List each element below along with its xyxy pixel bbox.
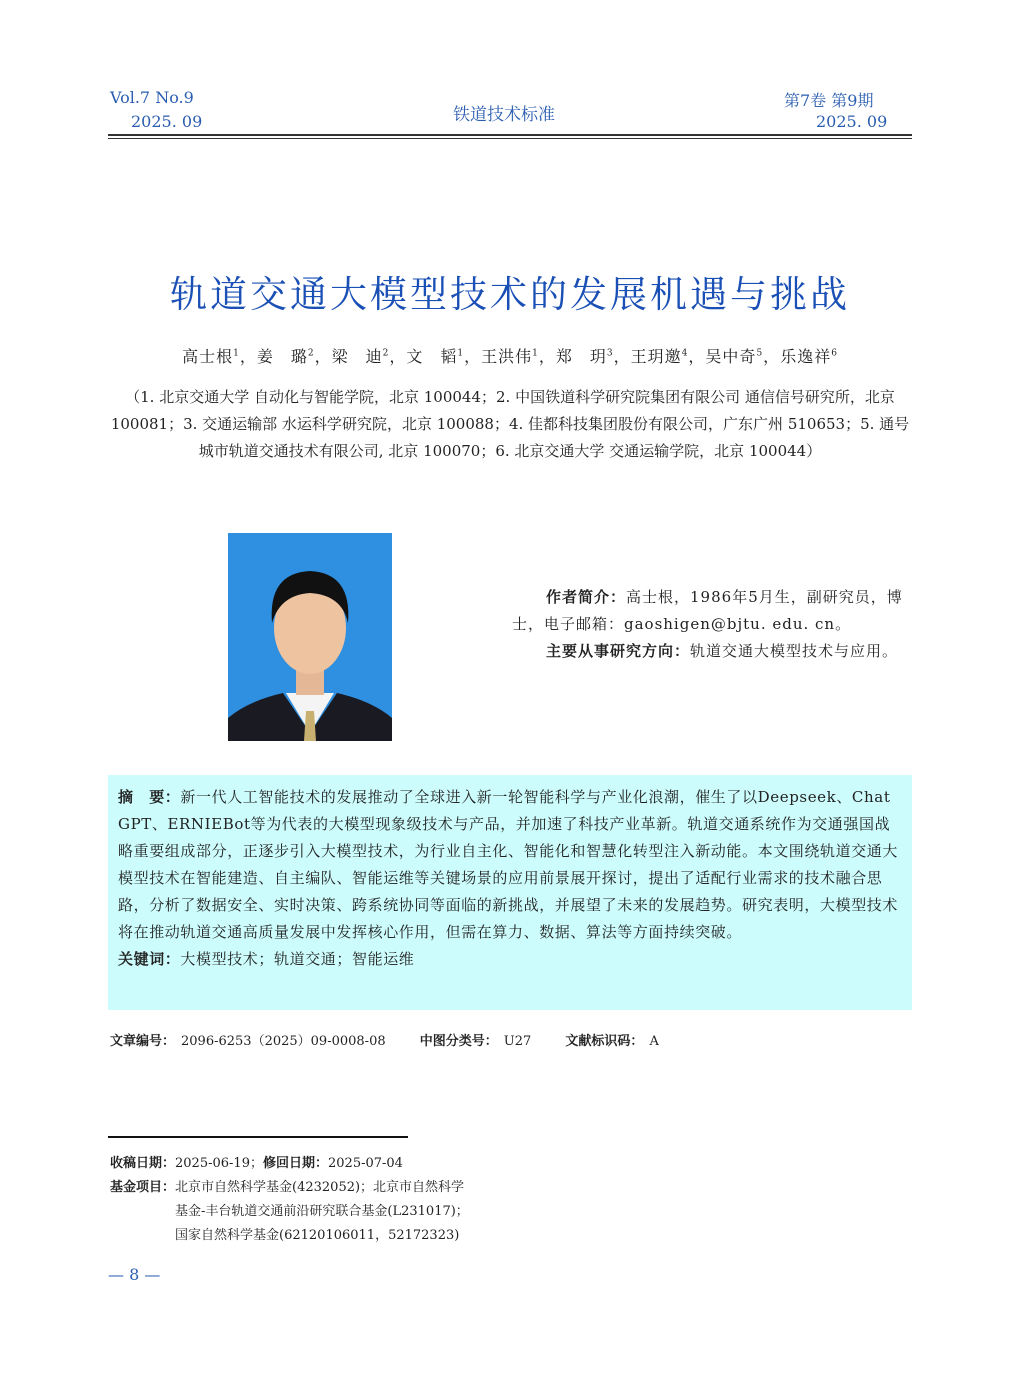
date-left: 2025. 09 [131, 112, 203, 131]
header-rule-thin [108, 138, 912, 139]
bio-text: 高士根，1986年5月生，副研究员，博士，电子邮箱：gaoshigen@bjtu. edu. cn。 [512, 588, 903, 633]
fund-line: 北京市自然科学基金(4232052)；北京市自然科学 [175, 1180, 465, 1195]
article-title: 轨道交通大模型技术的发展机遇与挑战 [170, 273, 850, 316]
affiliations: （1. 北京交通大学 自动化与智能学院，北京 100044；2. 中国铁道科学研究院集团有限公司 通信信号研究所，北京 100081；3. 交通运输部 水运科学研究院，北京 100088；4. 佳都科技集团股份有限公司，广东广州 510653；5. 通号城市轨道交通技术有限公司, 北京 100070；6. 北京交通大学 交通运输学院，北京 100044） [110, 388, 910, 460]
author: 吴中奇 [705, 347, 757, 366]
volume-en: Vol.7 No.9 [110, 88, 194, 107]
keywords-label: 关键词： [118, 950, 181, 968]
doc-code-label: 文献标识码： [565, 1034, 644, 1049]
author: 王洪伟 [481, 347, 533, 366]
author-affiliation-mark: 1 [233, 348, 240, 359]
footnote-rule [108, 1136, 408, 1138]
page-number: — 8 — [108, 1265, 161, 1284]
article-id-label: 文章编号： [110, 1034, 176, 1049]
header-rule [108, 134, 912, 136]
revised-label: 修回日期： [262, 1156, 328, 1171]
fund-line: 基金-丰台轨道交通前沿研究联合基金(L231017)； [175, 1204, 469, 1219]
article-meta [110, 1030, 665, 1049]
author-list: 高士根$^1$，姜 璐$^2$，梁 迪$^2$，文 韬$^1$，王洪伟$^1$，郑 玥$^3$，王玥邀$^4$，吴中奇$^5$，乐逸祥$^6$ [182, 347, 838, 366]
footnote [110, 1152, 469, 1248]
author-affiliation-mark: 1 [457, 348, 465, 359]
fund-line: 国家自然科学基金(62120106011，52172323) [175, 1228, 460, 1243]
author-affiliation-mark: 5 [756, 348, 764, 359]
author-affiliation-mark: 2 [307, 348, 315, 359]
received-label: 收稿日期： [110, 1156, 176, 1171]
abstract-label: 摘 要： [118, 788, 181, 806]
doc-code: A [649, 1034, 659, 1049]
author: 乐逸祥 [780, 347, 832, 366]
author-bio [512, 584, 912, 665]
abstract-text: 新一代人工智能技术的发展推动了全球进入新一轮智能科学与产业化浪潮，催生了以Deepseek、Chat GPT、ERNIEBot等为代表的大模型现象级技术与产品，并加速了科技产业革新。轨道交通系统作为交通强国战略重要组成部分，正逐步引入大模型技术，为行业自主化、智能化和智慧化转型注入新动能。本文围绕轨道交通大模型技术在智能建造、自主编队、智能运维等关键场景的应用前景展开探讨，提出了适配行业需求的技术融合思路，分析了数据安全、实时决策、跨系统协同等面临的新挑战，并展望了未来的发展趋势。研究表明，大模型技术将在推动轨道交通高质量发展中发挥核心作用，但需在算力、数据、算法等方面持续突破。 [118, 788, 899, 941]
revised-date: 2025-07-04 [328, 1156, 403, 1171]
author-photo [228, 533, 392, 741]
article-id: 2096-6253（2025）09-0008-08 [181, 1034, 386, 1049]
clc-number: U27 [503, 1034, 532, 1049]
author-affiliation-mark: 2 [382, 348, 390, 359]
clc-label: 中图分类号： [419, 1034, 498, 1049]
author-affiliation-mark: 6 [831, 348, 838, 359]
fund-label: 基金项目： [110, 1180, 176, 1195]
author: 文 韬 [406, 347, 458, 366]
author-affiliation-mark: 4 [681, 348, 689, 359]
author: 郑 玥 [555, 347, 607, 366]
bio-label: 作者简介： [546, 588, 627, 606]
research-text: 轨道交通大模型技术与应用。 [690, 642, 899, 660]
author-affiliation-mark: 1 [532, 348, 539, 359]
research-label: 主要从事研究方向： [546, 642, 691, 660]
author: 王玥邀 [630, 347, 682, 366]
abstract-box [108, 775, 912, 1010]
author: 姜 璐 [256, 347, 308, 366]
author: 梁 迪 [331, 347, 383, 366]
received-date: 2025-06-19； [175, 1156, 263, 1171]
journal-name: 铁道技术标准 [453, 105, 555, 125]
volume-cn: 第7卷 第9期 [784, 91, 874, 110]
author-affiliation-mark: 3 [606, 348, 614, 359]
author: 高士根 [182, 347, 234, 366]
keywords: 大模型技术；轨道交通；智能运维 [180, 950, 415, 968]
date-right: 2025. 09 [816, 112, 888, 131]
